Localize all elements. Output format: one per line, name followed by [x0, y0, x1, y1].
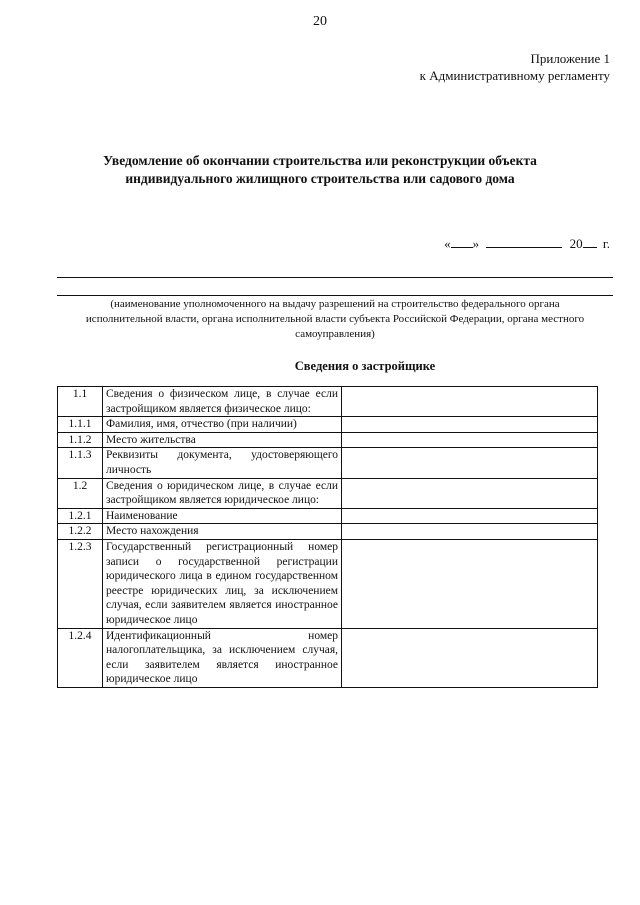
caption-line-2: исполнительной власти, органа исполнительной власти субъекта Российской Федерации, органа местного [85, 313, 585, 325]
row-label: Идентификационный номер налогоплательщика, за исключением случая, если заявителем является иностранное юридическое лицо [103, 628, 342, 687]
caption-line-1: (наименование уполномоченного на выдачу разрешений на строительство федерального органа [110, 298, 560, 310]
row-label: Сведения о юридическом лице, в случае если застройщиком является юридическое лицо: [103, 478, 342, 508]
table-row [58, 417, 598, 433]
table-row [58, 432, 598, 448]
row-value[interactable] [342, 417, 598, 433]
row-value[interactable] [342, 508, 598, 524]
row-value[interactable] [342, 539, 598, 628]
row-value[interactable] [342, 478, 598, 508]
day-blank[interactable] [451, 235, 473, 248]
row-number: 1.2.2 [58, 524, 103, 540]
date-field [444, 235, 610, 252]
row-number: 1.1.1 [58, 417, 103, 433]
row-label: Место жительства [103, 432, 342, 448]
row-label: Государственный регистрационный номер записи о государственной регистрации юридического лица в едином государственном реестре юридических лиц, за исключением случая, если заявителем является иностранное юридическое лицо [103, 539, 342, 628]
authority-line-1[interactable] [57, 277, 613, 278]
table-row [58, 628, 598, 687]
year-prefix: 20 [569, 236, 583, 251]
row-number: 1.1.3 [58, 448, 103, 478]
row-label: Фамилия, имя, отчество (при наличии) [103, 417, 342, 433]
row-number: 1.1 [58, 387, 103, 417]
table-row [58, 508, 598, 524]
appendix-line-2: к Административному регламенту [419, 68, 610, 83]
date-close-quote: » [472, 236, 480, 251]
row-value[interactable] [342, 524, 598, 540]
authority-line-2[interactable] [57, 295, 613, 296]
developer-info-table [57, 386, 598, 688]
row-value[interactable] [342, 387, 598, 417]
section-title: Сведения о застройщике [294, 359, 436, 373]
table-row [58, 387, 598, 417]
title-line-2: индивидуального жилищного строительства или садового дома [125, 171, 515, 186]
row-number: 1.1.2 [58, 432, 103, 448]
title-line-1: Уведомление об окончании строительства или реконструкции объекта [103, 153, 537, 168]
row-value[interactable] [342, 432, 598, 448]
month-blank[interactable] [486, 235, 562, 248]
appendix-line-1: Приложение 1 [530, 51, 610, 66]
row-label: Наименование [103, 508, 342, 524]
page-number: 20 [313, 14, 327, 29]
row-number: 1.2.1 [58, 508, 103, 524]
authority-caption [60, 297, 610, 342]
row-value[interactable] [342, 628, 598, 687]
year-blank[interactable] [583, 235, 597, 248]
table-row [58, 478, 598, 508]
row-label: Реквизиты документа, удостоверяющего личность [103, 448, 342, 478]
row-number: 1.2.4 [58, 628, 103, 687]
row-label: Сведения о физическом лице, в случае если застройщиком является физическое лицо: [103, 387, 342, 417]
table-row [58, 524, 598, 540]
row-number: 1.2 [58, 478, 103, 508]
date-open-quote: « [444, 236, 451, 251]
caption-line-3: самоуправления) [295, 328, 375, 340]
table-row [58, 539, 598, 628]
year-suffix: г. [602, 236, 610, 251]
document-title [60, 152, 580, 188]
row-label: Место нахождения [103, 524, 342, 540]
row-number: 1.2.3 [58, 539, 103, 628]
row-value[interactable] [342, 448, 598, 478]
table-row [58, 448, 598, 478]
appendix-reference [420, 50, 610, 84]
